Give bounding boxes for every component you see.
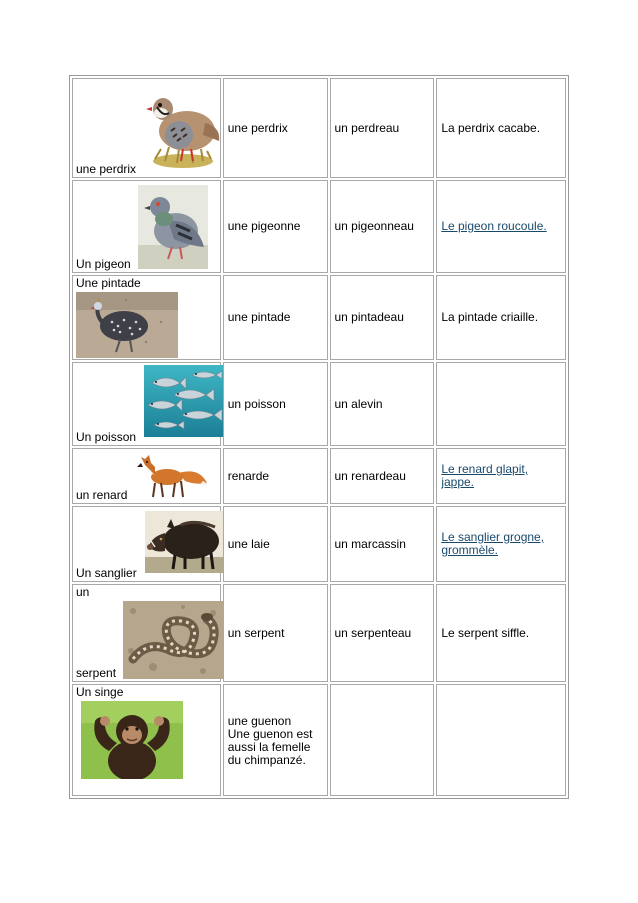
- cry-cell: [436, 448, 566, 504]
- cry-cell: [436, 506, 566, 582]
- table-row: [72, 448, 566, 504]
- cry-cell: La pintade criaille.: [436, 275, 566, 360]
- young-cell: un alevin: [330, 362, 435, 446]
- female-cell: un serpent: [223, 584, 328, 682]
- animal-cell: [72, 684, 221, 796]
- animal-name: un renard: [76, 488, 128, 502]
- female-cell: [223, 684, 328, 796]
- snake-icon: [123, 601, 227, 679]
- animal-cell: [72, 584, 221, 682]
- young-cell: un pintadeau: [330, 275, 435, 360]
- table-row: [72, 362, 566, 446]
- young-cell: un renardeau: [330, 448, 435, 504]
- boar-icon: [145, 511, 225, 573]
- young-cell: un marcassin: [330, 506, 435, 582]
- animal-name-part: serpent: [76, 666, 117, 680]
- female-cell: une perdrix: [223, 78, 328, 178]
- animal-name: Un singe: [76, 685, 124, 699]
- animal-cell: [72, 78, 221, 178]
- cry-link[interactable]: Le renard glapit, jappe.: [441, 462, 529, 489]
- fish-icon: [144, 365, 226, 437]
- female-note: Une guenon est aussi la femelle du chimpanzé.: [227, 727, 313, 767]
- young-cell: un perdreau: [330, 78, 435, 178]
- animal-name: Un sanglier: [76, 566, 137, 580]
- animal-name-part: un: [76, 585, 90, 599]
- female-cell: une pintade: [223, 275, 328, 360]
- table-row: [72, 275, 566, 360]
- animal-name: Un poisson: [76, 430, 137, 444]
- female-cell: un poisson: [223, 362, 328, 446]
- female-cell: une pigeonne: [223, 180, 328, 273]
- table-row: [72, 684, 566, 796]
- table-row: [72, 506, 566, 582]
- animal-cell: [72, 448, 221, 504]
- cry-cell: [436, 684, 566, 796]
- table-row: [72, 584, 566, 682]
- animal-table: [69, 75, 569, 799]
- female-cell: une laie: [223, 506, 328, 582]
- young-cell: un pigeonneau: [330, 180, 435, 273]
- guineafowl-icon: [76, 292, 178, 358]
- animal-name: une perdrix: [76, 162, 137, 176]
- monkey-icon: [81, 701, 183, 779]
- young-cell: un serpenteau: [330, 584, 435, 682]
- fox-icon: [133, 453, 209, 499]
- animal-cell: [72, 506, 221, 582]
- animal-name: Un pigeon: [76, 257, 131, 271]
- pigeon-icon: [138, 185, 208, 269]
- animal-cell: [72, 362, 221, 446]
- table-row: [72, 78, 566, 178]
- cry-cell: La perdrix cacabe.: [436, 78, 566, 178]
- cry-link[interactable]: Le pigeon roucoule.: [441, 219, 547, 233]
- cry-cell: [436, 180, 566, 273]
- young-cell: [330, 684, 435, 796]
- animal-name: Une pintade: [76, 276, 141, 290]
- female-name: une guenon: [227, 714, 292, 728]
- partridge-icon: [143, 83, 223, 169]
- cry-cell: [436, 362, 566, 446]
- animal-cell: [72, 275, 221, 360]
- table-row: [72, 180, 566, 273]
- cry-link[interactable]: Le sanglier grogne, grommèle.: [441, 530, 545, 557]
- cry-cell: Le serpent siffle.: [436, 584, 566, 682]
- animal-cell: [72, 180, 221, 273]
- female-cell: renarde: [223, 448, 328, 504]
